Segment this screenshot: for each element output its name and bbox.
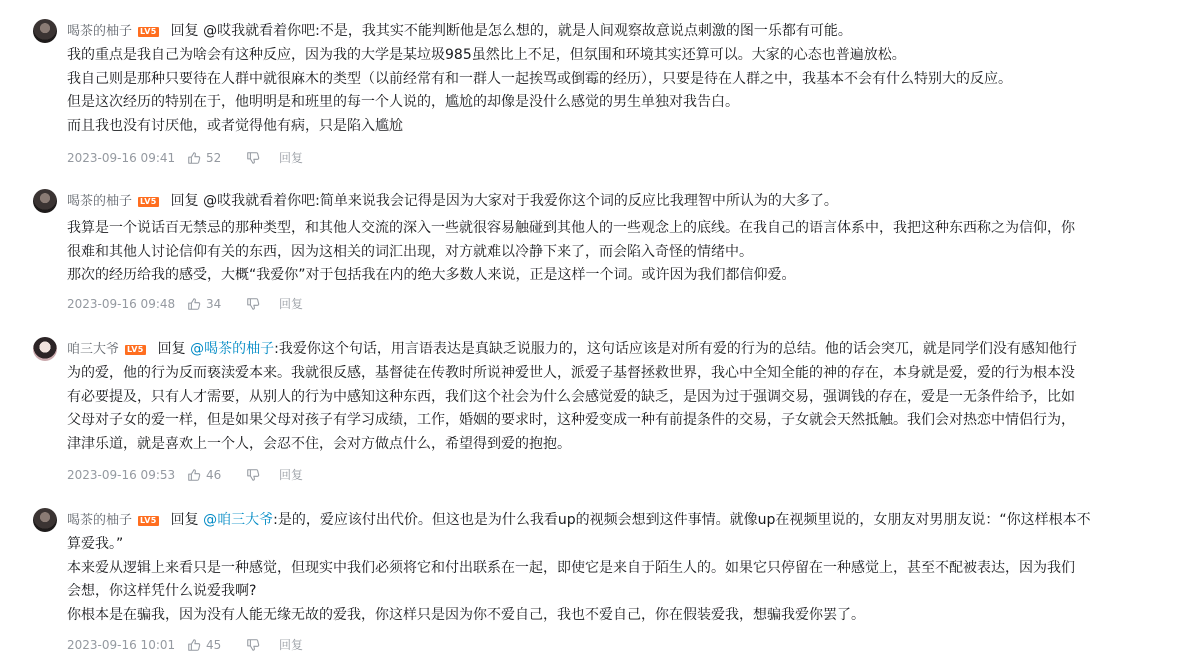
reply-text-line: 很难和其他人讨论信仰有关的东西，因为这相关的词汇出现，对方就难以冷静下来了，而会陷入奇怪的情绪中。 xyxy=(67,243,753,260)
reply-text-line: 有必要提及，只有人才需要，从别人的行为中感知这种东西，我们这个社会为什么会感觉爱的缺乏，是因为过于强调交易，强调钱的存在，爱是一无条件给予，比如 xyxy=(67,388,1075,405)
mention-link[interactable]: @哎我就看着你吧 xyxy=(203,193,316,209)
reply-text-line: 为的爱，他的行为反而亵渎爱本来。我就很反感，基督徒在传教时所说神爱世人，派爱子基督拯救世界，我心中全知全能的神的存在，本身就是爱，爱的行为根本没 xyxy=(67,365,1075,381)
mention-link[interactable]: @哎我就看着你吧 xyxy=(203,23,316,39)
reply-text-line: 算爱我。” xyxy=(67,536,124,552)
reply-text-line: 会想，你这样凭什么说爱我啊? xyxy=(67,583,257,600)
reply-word: 回复 xyxy=(170,23,199,39)
reply-header xyxy=(67,189,838,214)
dislike-icon[interactable] xyxy=(246,638,260,652)
reply-body xyxy=(67,44,1157,138)
reply-word: 回复 xyxy=(170,512,199,528)
reply-text-first-line: :简单来说我会记得是因为大家对于我爱你这个词的反应比我理智中所认为的大多了。 xyxy=(315,193,838,209)
reply-time: 2023-09-16 09:41 xyxy=(67,151,176,165)
reply-button[interactable]: 回复 xyxy=(279,151,304,165)
reply-text-first-line: :是的，爱应该付出代价。但这也是为什么我看up的视频会想到这件事情。就像up在视频里说的，女朋友对男朋友说：“你这样根本不 xyxy=(273,512,1091,528)
username[interactable]: 喝茶的柚子 xyxy=(67,24,133,39)
like-icon[interactable] xyxy=(187,468,201,482)
reply-time: 2023-09-16 10:01 xyxy=(67,638,176,652)
username[interactable]: 喝茶的柚子 xyxy=(67,513,133,528)
reply-time: 2023-09-16 09:53 xyxy=(67,468,176,482)
reply-header xyxy=(67,508,1091,533)
reply-text-line: 我自己则是那种只要待在人群中就很麻木的类型（以前经常有和一群人一起挨骂或倒霉的经历），只要是待在人群之中，我基本不会有什么特别大的反应。 xyxy=(67,70,1012,87)
reply-text-first-line: :不是，我其实不能判断他是怎么想的，就是人间观察故意说点刺激的图一乐都有可能。 xyxy=(315,23,852,39)
avatar[interactable] xyxy=(33,189,57,213)
reply-text-line: 我的重点是我自己为啥会有这种反应，因为我的大学是某垃圾985虽然比上不足，但氛围和环境其实还算可以。大家的心态也普遍放松。 xyxy=(67,47,906,63)
reply-button[interactable]: 回复 xyxy=(279,468,304,482)
mention-link[interactable]: @喝茶的柚子 xyxy=(190,341,275,357)
like-icon[interactable] xyxy=(187,638,201,652)
reply-word: 回复 xyxy=(170,193,199,209)
avatar[interactable] xyxy=(33,508,57,532)
avatar[interactable] xyxy=(33,19,57,43)
level-badge: LV5 xyxy=(140,516,157,525)
reply-button[interactable]: 回复 xyxy=(279,638,304,652)
reply-text-line: 而且我也没有讨厌他，或者觉得他有病，只是陷入尴尬 xyxy=(67,117,403,134)
reply-meta xyxy=(67,467,303,483)
reply-body xyxy=(67,217,1157,288)
reply-text-line: 但是这次经历的特别在于，他明明是和班里的每一个人说的，尴尬的却像是没什么感觉的男生单独对我告白。 xyxy=(67,94,739,111)
dislike-icon[interactable] xyxy=(246,297,260,311)
reply-text-line: 我算是一个说话百无禁忌的那种类型，和其他人交流的深入一些就很容易触碰到其他人的一些观念上的底线。在我自己的语言体系中，我把这种东西称之为信仰，你 xyxy=(67,220,1075,236)
dislike-icon[interactable] xyxy=(246,151,260,165)
level-badge: LV5 xyxy=(140,197,157,206)
like-count: 52 xyxy=(206,151,222,165)
mention-link[interactable]: @咱三大爷 xyxy=(203,512,274,528)
like-count: 45 xyxy=(206,638,222,652)
dislike-icon[interactable] xyxy=(246,468,260,482)
reply-text-line: 父母对子女的爱一样，但是如果父母对孩子有学习成绩，工作，婚姻的要求时，这种爱变成一种有前提条件的交易，子女就会天然抵触。我们会对热恋中情侣行为， xyxy=(67,412,1075,429)
avatar[interactable] xyxy=(33,337,57,361)
reply-header xyxy=(67,337,1077,362)
reply-body xyxy=(67,362,1157,456)
reply-meta xyxy=(67,637,303,653)
reply-word: 回复 xyxy=(157,341,186,357)
reply-text-line: 津津乐道，就是喜欢上一个人，会忍不住，会对方做点什么，希望得到爱的抱抱。 xyxy=(67,435,571,452)
reply-meta xyxy=(67,296,303,312)
like-count: 46 xyxy=(206,468,222,482)
like-icon[interactable] xyxy=(187,297,201,311)
reply-text-line: 本来爱从逻辑上来看只是一种感觉，但现实中我们必须将它和付出联系在一起，即使它是来自于陌生人的。如果它只停留在一种感觉上，甚至不配被表达，因为我们 xyxy=(67,559,1075,576)
level-badge: LV5 xyxy=(127,345,144,354)
reply-body xyxy=(67,533,1157,627)
reply-text-line: 你根本是在骗我，因为没有人能无缘无故的爱我，你这样只是因为你不爱自己，我也不爱自己，你在假装爱我，想骗我爱你罢了。 xyxy=(67,606,865,623)
like-count: 34 xyxy=(206,297,222,311)
level-badge: LV5 xyxy=(140,27,157,36)
reply-time: 2023-09-16 09:48 xyxy=(67,297,176,311)
reply-text-line: 那次的经历给我的感受，大概“我爱你”对于包括我在内的绝大多数人来说，正是这样一个词。或许因为我们都信仰爱。 xyxy=(67,267,796,284)
reply-button[interactable]: 回复 xyxy=(279,297,304,311)
username[interactable]: 喝茶的柚子 xyxy=(67,194,133,209)
username[interactable]: 咱三大爷 xyxy=(67,342,120,357)
like-icon[interactable] xyxy=(187,151,201,165)
reply-header xyxy=(67,19,852,44)
reply-text-first-line: :我爱你这个句话，用言语表达是真缺乏说服力的，这句话应该是对所有爱的行为的总结。他的话会突兀，就是同学们没有感知他行 xyxy=(274,341,1077,357)
reply-meta xyxy=(67,150,303,166)
